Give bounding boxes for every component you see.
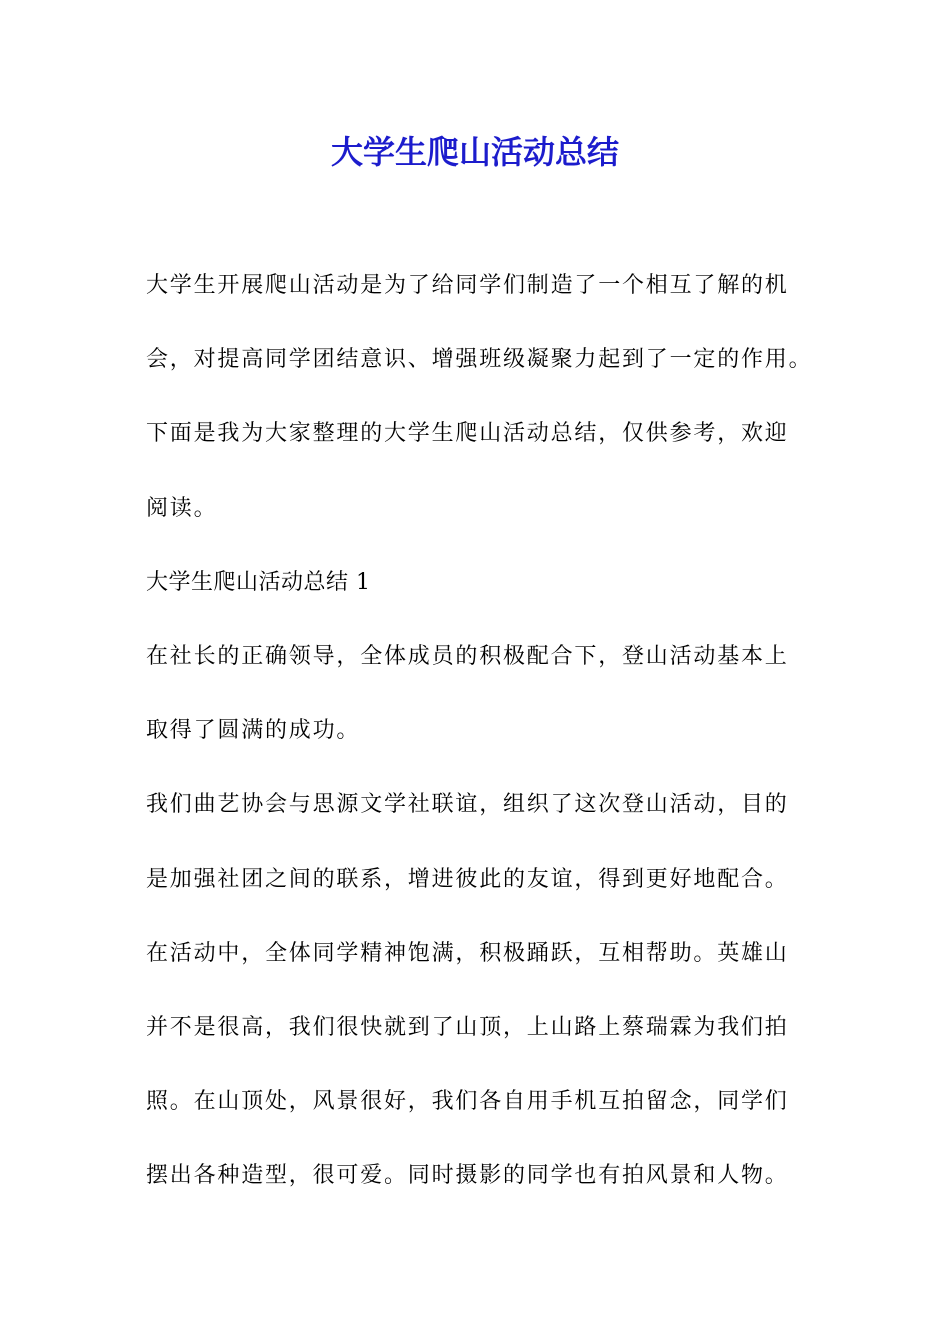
text-line: 下面是我为大家整理的大学生爬山活动总结，仅供参考，欢迎 [146, 421, 789, 447]
section-heading: 大学生爬山活动总结 1 [146, 569, 371, 595]
text-line: 在活动中，全体同学精神饱满，积极踊跃，互相帮助。英雄山 [146, 940, 789, 966]
text-line: 大学生开展爬山活动是为了给同学们制造了一个相互了解的机 [146, 273, 789, 298]
page-title: 大学生爬山活动总结 [330, 133, 619, 171]
text-line: 在社长的正确领导，全体成员的积极配合下，登山活动基本上 [146, 643, 789, 669]
text-line: 是加强社团之间的联系，增进彼此的友谊，得到更好地配合。 [146, 866, 789, 892]
text-line: 摆出各种造型，很可爱。同时摄影的同学也有拍风景和人物。 [146, 1163, 789, 1189]
text-line: 会，对提高同学团结意识、增强班级凝聚力起到了一定的作用。 [146, 347, 813, 373]
document-body [146, 264, 816, 1228]
text-line: 阅读。 [146, 495, 218, 521]
text-line: 照。在山顶处，风景很好，我们各自用手机互拍留念，同学们 [146, 1089, 789, 1115]
text-line: 我们曲艺协会与思源文学社联谊，组织了这次登山活动，目的 [146, 792, 789, 818]
text-line: 并不是很高，我们很快就到了山顶，上山路上蔡瑞霖为我们拍 [146, 1014, 789, 1040]
text-line: 取得了圆满的成功。 [146, 718, 361, 744]
